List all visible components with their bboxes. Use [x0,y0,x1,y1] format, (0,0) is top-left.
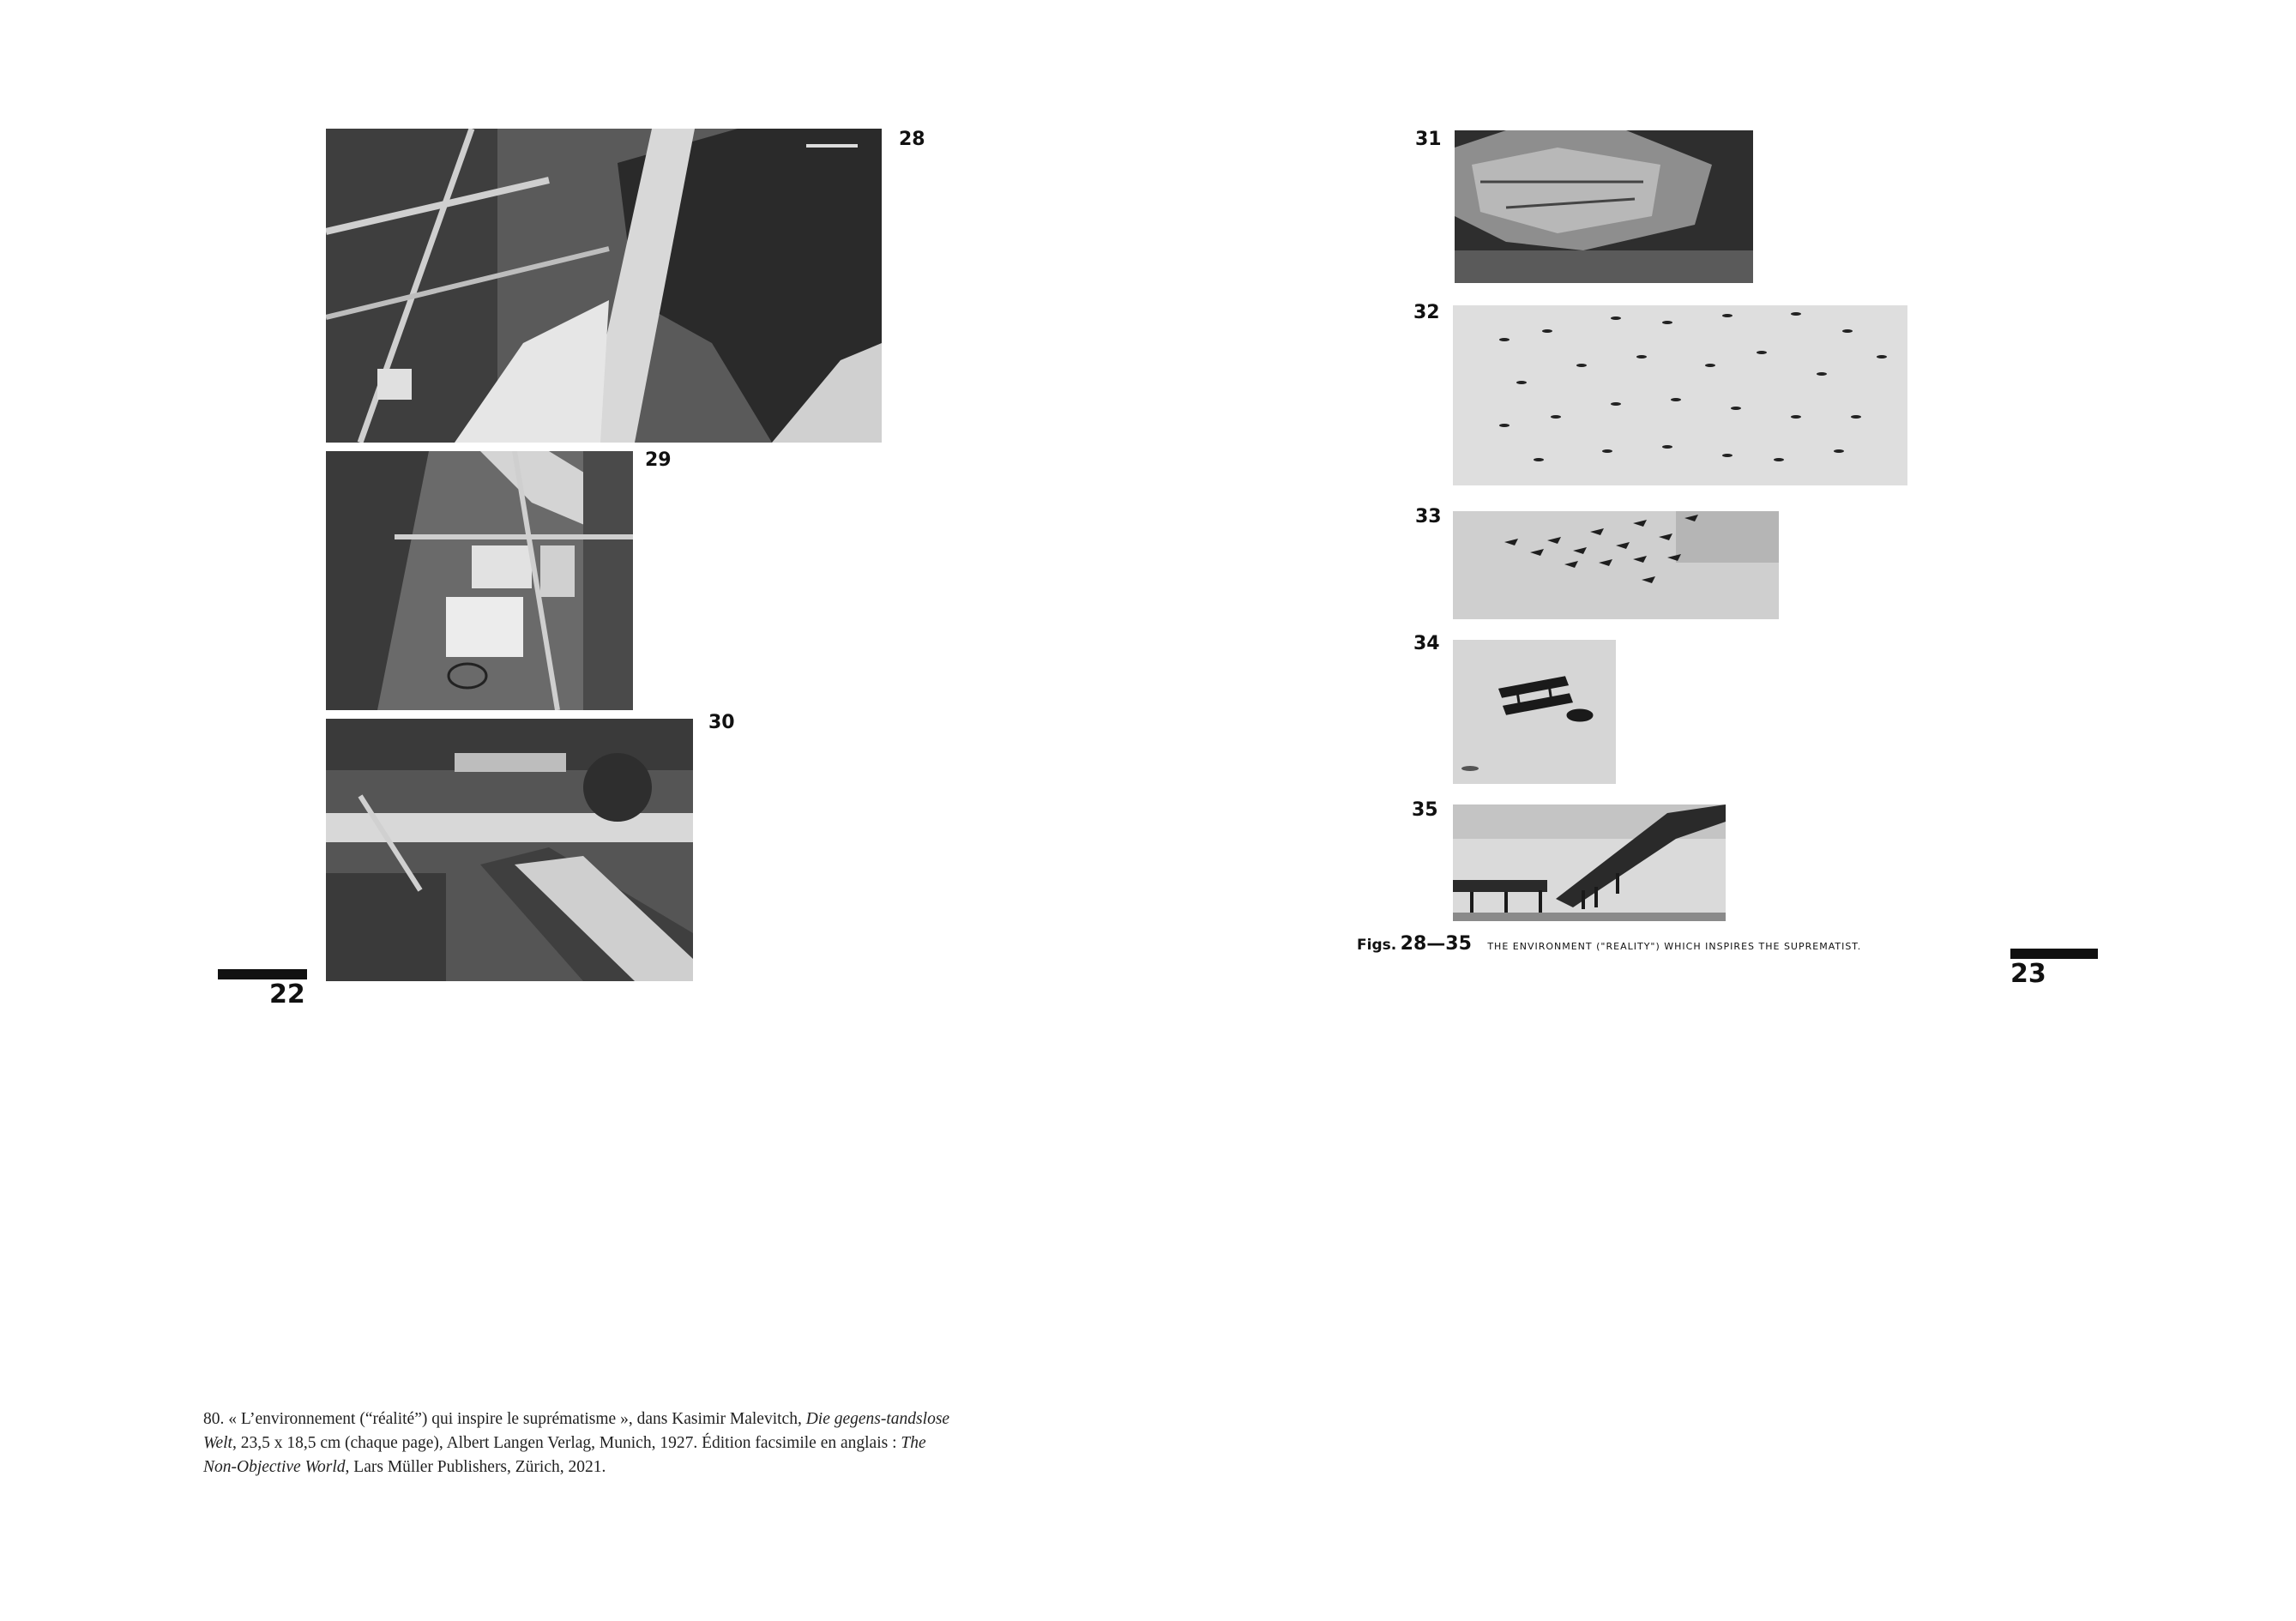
figure-35-photo [1453,804,1726,921]
caption-prefix: Figs. [1357,937,1397,954]
figure-29-number: 29 [645,449,672,471]
page-marker-bar-left [218,969,307,979]
footnote-title-2: The Non-Objective World [203,1434,926,1476]
figure-34-number: 34 [1413,633,1440,654]
figure-29-photo [326,451,633,710]
footnote: 80. « L’environnement (“réalité”) qui inspire le suprématisme », dans Kasimir Malevitch, Die gegens-tandslose Welt, 23,5 x 18,5 cm (chaque page), Albert Langen Verlag, Munich, 1927. Édition facsimile en anglais : The Non-Objective World, Lars Müller Publishers, Zürich, 2021. [203,1410,950,1476]
page-number-left: 22 [269,979,305,1009]
figure-33-number: 33 [1415,506,1442,527]
figure-28-photo [326,129,882,443]
caption-range: 28—35 [1400,933,1472,955]
figure-30-photo [326,719,693,981]
caption-text: THE ENVIRONMENT ("REALITY") WHICH INSPIRES THE SUPREMATIST. [1487,941,1862,952]
figure-31-photo [1455,130,1753,283]
page-number-right: 23 [2010,959,2046,989]
figure-34-photo [1453,640,1616,784]
figure-35-number: 35 [1412,799,1438,821]
figure-30-number: 30 [708,712,735,733]
figure-caption [1357,933,1861,955]
figure-32-photo [1453,305,1907,485]
figure-31-number: 31 [1415,129,1442,150]
page-marker-bar-right [2010,949,2098,959]
figure-32-number: 32 [1413,302,1440,323]
figure-28-number: 28 [899,129,925,150]
figure-33-photo [1453,511,1779,619]
footnote-title-1: Die gegens-tandslose Welt [203,1410,950,1452]
